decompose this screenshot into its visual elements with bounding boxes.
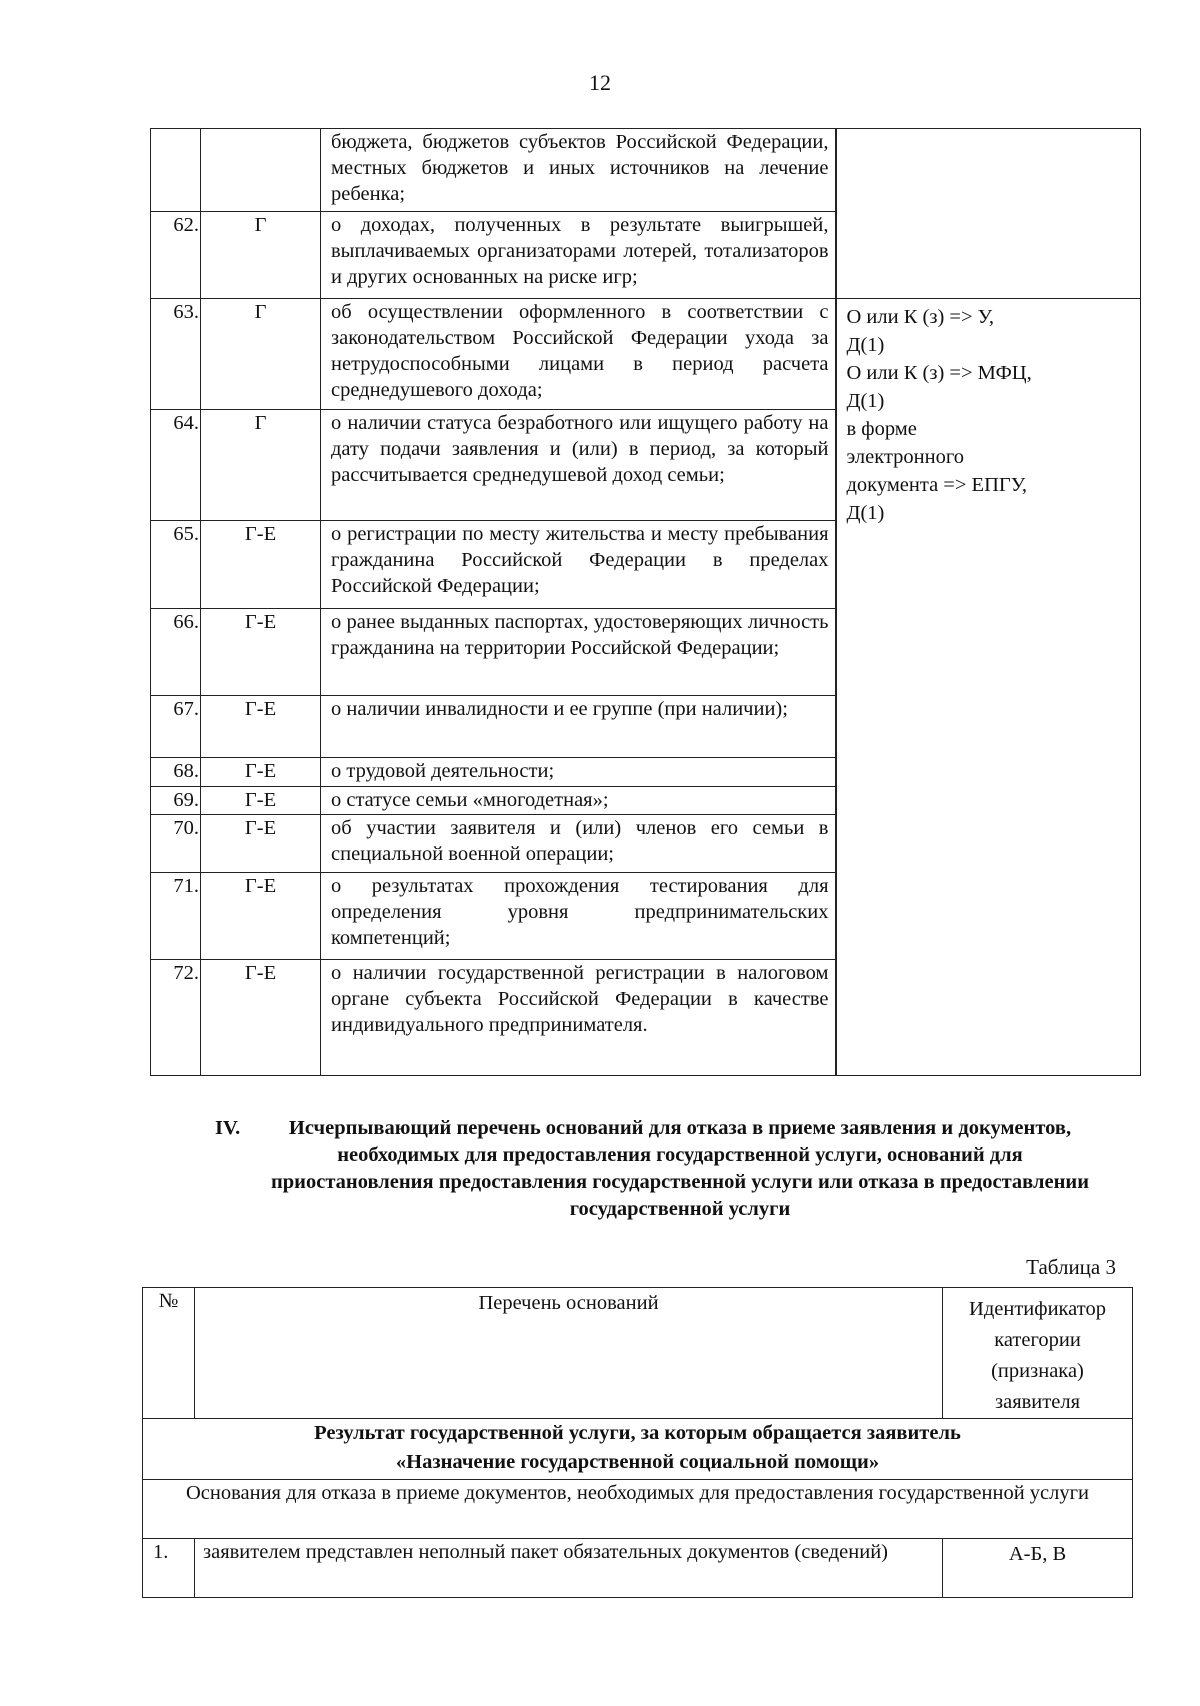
- row-text: об участии заявителя и (или) членов его семьи в специальной военной операции;: [321, 815, 836, 873]
- row-number: 70.: [151, 815, 201, 873]
- row-text: бюджета, бюджетов субъектов Российской Федерации, местных бюджетов и иных источников на лечение ребенка;: [321, 129, 836, 212]
- documents-table: [150, 128, 1141, 1076]
- row-number: 63.: [151, 299, 201, 410]
- result-line: «Назначение государственной социальной помощи»: [395, 1451, 880, 1473]
- table-header-row: [143, 1288, 1133, 1419]
- row-number: 68.: [151, 758, 201, 787]
- row-category: Г-Е: [201, 521, 321, 609]
- grounds-subheading: Основания для отказа в приеме документов, необходимых для предоставления государственной услуги: [143, 1480, 1133, 1539]
- row-number: 71.: [151, 873, 201, 960]
- row-text: о результатах прохождения тестирования для определения уровня предпринимательских компетенций;: [321, 873, 836, 960]
- path-line: электронного: [846, 446, 964, 468]
- submission-path-cell: [836, 299, 1141, 1076]
- row-text: о наличии государственной регистрации в налоговом органе субъекта Российской Федерации в качестве индивидуального предпринимателя.: [321, 960, 836, 1076]
- path-line: в форме: [846, 418, 917, 440]
- row-text: о доходах, полученных в результате выигрышей, выплачиваемых организаторами лотерей, тотализаторов и других основанных на риске игр;: [321, 212, 836, 299]
- row-category: Г-Е: [201, 787, 321, 815]
- row-category: Г-Е: [201, 758, 321, 787]
- row-category: Г-Е: [201, 609, 321, 696]
- path-line: документа => ЕПГУ,: [846, 474, 1028, 496]
- section-title: Исчерпывающий перечень оснований для отказа в приеме заявления и документов, необходимых для предоставления государственной услуги, оснований для приостановления предоставления государственной услуги или отказа в предоставлении государственной услуги: [270, 1117, 1090, 1220]
- row-number: 66.: [151, 609, 201, 696]
- row-category: Г-Е: [201, 696, 321, 758]
- header-grounds-list: Перечень оснований: [195, 1288, 943, 1419]
- row-text: заявителем представлен неполный пакет обязательных документов (сведений): [195, 1539, 943, 1598]
- row-number: 72.: [151, 960, 201, 1076]
- table-label: Таблица 3: [1026, 1255, 1116, 1279]
- row-category: [201, 129, 321, 212]
- path-line: Д(1): [846, 334, 885, 356]
- row-category: Г: [201, 212, 321, 299]
- header-number: №: [143, 1288, 195, 1419]
- row-text: о трудовой деятельности;: [321, 758, 836, 787]
- row-category: Г-Е: [201, 815, 321, 873]
- row-number: 62.: [151, 212, 201, 299]
- service-result-heading: [143, 1419, 1133, 1480]
- row-text: о наличии инвалидности и ее группе (при наличии);: [321, 696, 836, 758]
- row-category: Г: [201, 299, 321, 410]
- row-text: о статусе семьи «многодетная»;: [321, 787, 836, 815]
- result-line: Результат государственной услуги, за которым обращается заявитель: [314, 1422, 961, 1444]
- table-row: [143, 1539, 1133, 1598]
- row-text: о наличии статуса безработного или ищущего работу на дату подачи заявления и (или) в период, за который рассчитывается среднедушевой доход семьи;: [321, 410, 836, 521]
- page-number: 12: [589, 70, 611, 95]
- path-cell-empty: [836, 129, 1141, 299]
- refusal-grounds-table: [142, 1287, 1133, 1598]
- path-line: О или К (з) => МФЦ,: [846, 362, 1032, 384]
- row-category: Г: [201, 410, 321, 521]
- grounds-row: [143, 1480, 1133, 1539]
- row-text: о регистрации по месту жительства и месту пребывания гражданина Российской Федерации в пределах Российской Федерации;: [321, 521, 836, 609]
- row-text: об осуществлении оформленного в соответствии с законодательством Российской Федерации ухода за нетрудоспособными лицами в период расчета среднедушевого дохода;: [321, 299, 836, 410]
- path-line: Д(1): [846, 390, 885, 412]
- header-category-id: Идентификатор категории (признака) заявителя: [943, 1288, 1133, 1419]
- row-number: 69.: [151, 787, 201, 815]
- table-row: [151, 299, 1141, 410]
- row-text: о ранее выданных паспортах, удостоверяющих личность гражданина на территории Российской Федерации;: [321, 609, 836, 696]
- table-row: [151, 129, 1141, 212]
- row-number: 64.: [151, 410, 201, 521]
- row-category: Г-Е: [201, 960, 321, 1076]
- row-number: 65.: [151, 521, 201, 609]
- result-row: [143, 1419, 1133, 1480]
- path-line: О или К (з) => У,: [846, 306, 994, 328]
- row-category: Г-Е: [201, 873, 321, 960]
- section-number: IV.: [215, 1117, 241, 1139]
- row-number: 1.: [143, 1539, 195, 1598]
- row-number: [151, 129, 201, 212]
- row-number: 67.: [151, 696, 201, 758]
- path-line: Д(1): [846, 502, 885, 524]
- row-category-id: А-Б, В: [943, 1539, 1133, 1598]
